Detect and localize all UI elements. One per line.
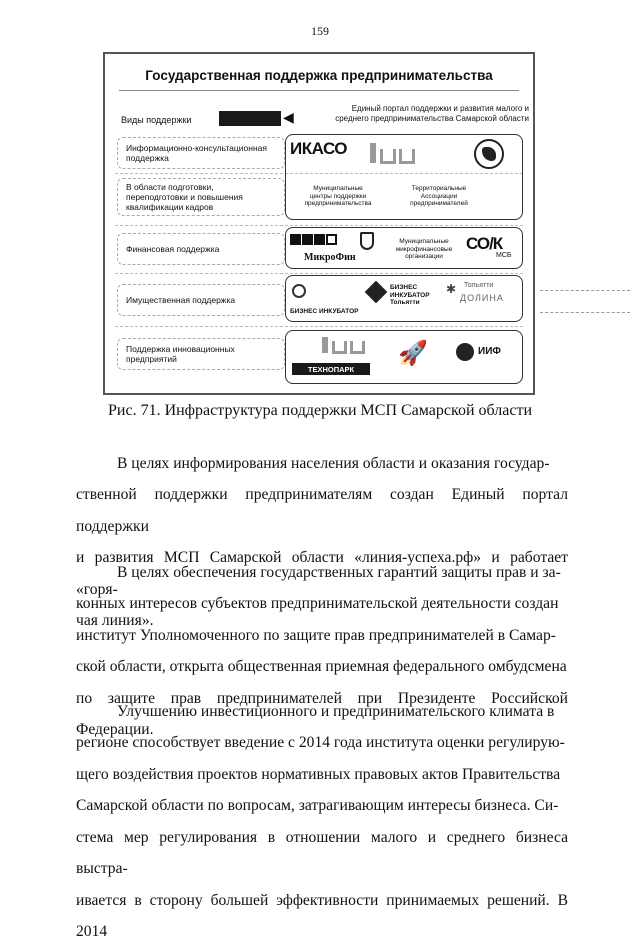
row-label-financial: Финансовая поддержка: [117, 233, 285, 265]
figure-caption: Рис. 71. Инфраструктура поддержки МСП Самарской области: [108, 402, 532, 419]
microfinance-orgs-label: Муниципальные микрофинансовые организации: [395, 238, 453, 260]
row-label-innovation: Поддержка инновационных предприятий: [117, 338, 285, 370]
dolina-city-label: Тольятти: [464, 282, 494, 289]
rocket-icon: 🚀: [398, 339, 428, 367]
tolyatti-incubator-icon: [365, 281, 388, 304]
paragraph-1: В целях информирования населения области и оказания государ-: [117, 455, 550, 472]
paragraph-1-continued: ственной поддержки предпринимателям создан Единый портал поддержки и развития МСП Самарской области «линия-успеха.рф» и работает «горя- чая линия».: [76, 486, 568, 629]
scan-artifact-line: [540, 312, 630, 313]
scan-artifact-line: [540, 290, 630, 291]
row-box-financial: [285, 227, 523, 269]
mikrofin-logo: МикроФин: [304, 252, 356, 263]
portal-description: Единый портал поддержки и развития малого и среднего предпринимательства Самарской области: [335, 104, 529, 123]
figure-title: Государственная поддержка предпринимательства: [145, 68, 493, 83]
territorial-associations-label: Территориальные Ассоциации предпринимателей: [410, 185, 468, 207]
municipal-centers-label: Муниципальные центры поддержки предпринимательства: [304, 185, 372, 207]
figure-title-rule: [119, 90, 519, 91]
dolina-logo-icon: ✱: [446, 282, 457, 296]
row-label-property: Имущественная поддержка: [117, 284, 285, 316]
row-label-training: В области подготовки, переподготовки и повышения квалификации кадров: [117, 178, 285, 216]
page-number: 159: [311, 24, 329, 38]
row-separator: [115, 273, 523, 274]
row-separator: [115, 326, 523, 327]
samara-business-incubator-icon: [292, 284, 306, 298]
luu-logo: [322, 337, 365, 355]
row-label-info-consulting: Информационно-консультационная поддержка: [117, 137, 285, 169]
paragraph-2-continued: конных интересов субъектов предпринимательской деятельности создан институт Уполномоченного по защите прав предпринимателей в Самар- ской области, открыта общественная приемная федерального омбудсмена по защите прав предпринимателей при Президенте Российской Федерации.: [76, 595, 568, 738]
row-box-innovation: [285, 330, 523, 384]
dolina-logo: ДОЛИНА: [460, 293, 504, 303]
row-box-info-training: [285, 134, 523, 220]
success-line-logo: [219, 111, 281, 126]
ikaso-logo: ИКАСО: [290, 139, 348, 158]
iif-logo: ИИФ: [478, 346, 501, 357]
row-separator: [115, 225, 523, 226]
iif-globe-icon: [456, 343, 474, 361]
paragraph-3-continued: регионе способствует введение с 2014 года института оценки регулирую- щего воздействия проектов нормативных правовых актов Правительства Самарской области по вопросам, затрагивающим интересы бизнеса. Си- стема мер регулирования в отношении малого и среднего бизнеса выстра- ивается в сторону большей эффективности принимаемых решений. В 2014: [76, 734, 568, 940]
samara-business-incubator-logo: БИЗНЕС ИНКУБАТОР: [290, 308, 359, 315]
tolyatti-business-incubator-logo: БИЗНЕС ИНКУБАТОР Тольятти: [390, 284, 430, 306]
cofmsb-logo: СО/К МСБ: [466, 234, 512, 259]
samara-region-emblem-icon: [474, 139, 504, 169]
shield-icon: [360, 232, 374, 250]
paragraph-3: Улучшению инвестиционного и предпринимательского климата в: [117, 703, 555, 720]
luu-logo: [370, 143, 415, 166]
mikrofin-squares-icon: [290, 232, 337, 250]
paragraph-2: В целях обеспечения государственных гарантий защиты прав и за-: [117, 564, 561, 581]
row-box-property: [285, 275, 523, 322]
arrow-left-icon: ◀: [283, 110, 294, 126]
support-infrastructure-figure: [103, 52, 535, 395]
technopark-logo: ТЕХНОПАРК: [292, 363, 370, 375]
support-types-label: Виды поддержки: [121, 115, 192, 125]
